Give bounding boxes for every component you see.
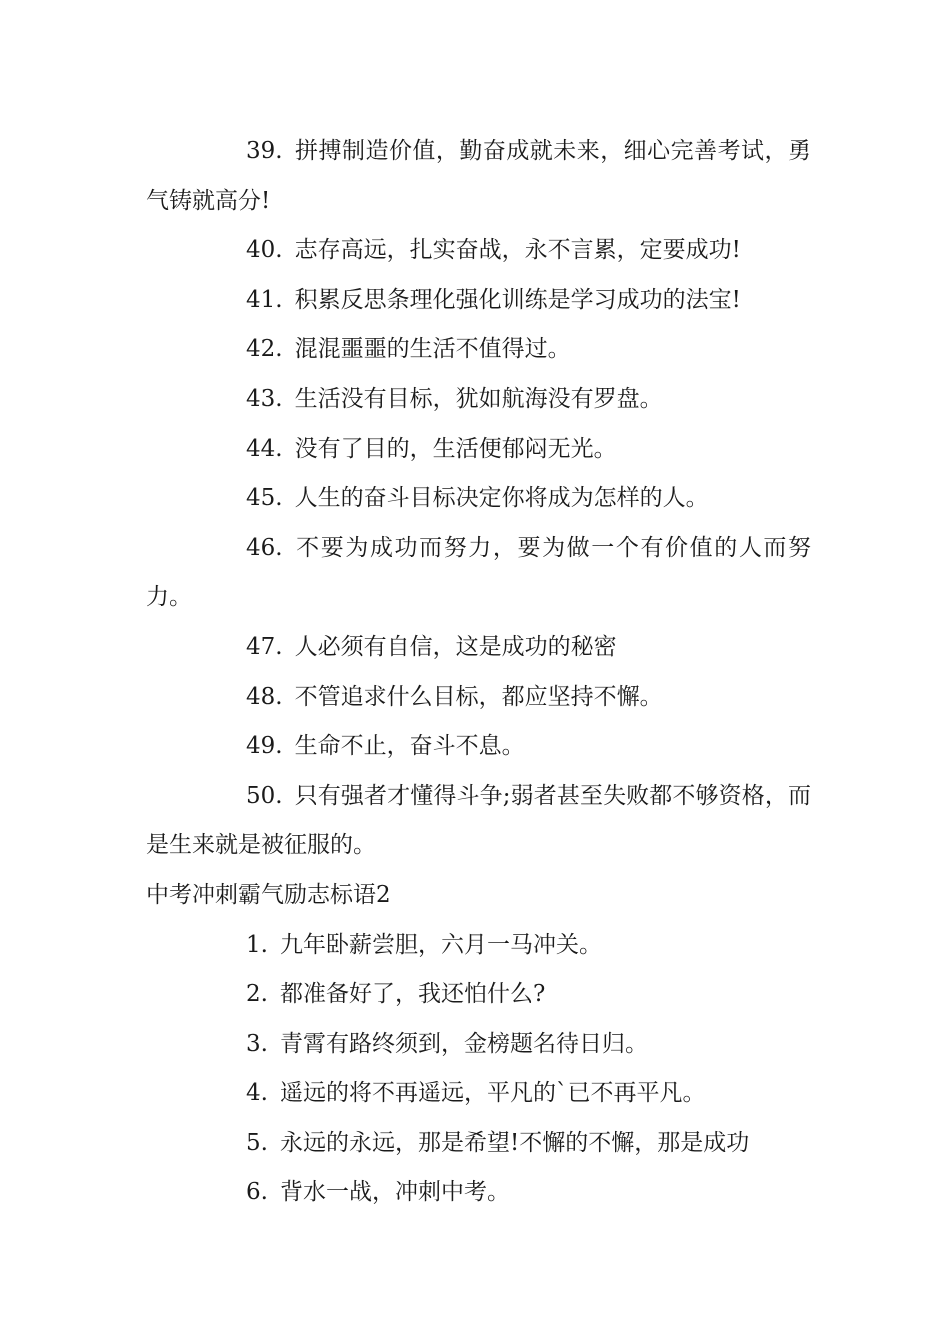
item-text: 积累反思条理化强化训练是学习成功的法宝!: [294, 286, 741, 313]
item-text: 混混噩噩的生活不值得过。: [294, 336, 571, 363]
item-number: 41.: [246, 286, 283, 313]
list-item: [146, 722, 811, 772]
item-number: 43.: [246, 385, 283, 412]
item-text: 都准备好了，我还怕什么?: [279, 981, 546, 1008]
list-item: [146, 127, 811, 226]
item-number: 48.: [246, 683, 283, 710]
item-number: 3.: [246, 1030, 268, 1057]
list-item: [146, 921, 811, 971]
item-text: 生活没有目标，犹如航海没有罗盘。: [294, 385, 663, 412]
item-number: 2.: [246, 981, 268, 1008]
list-item: [146, 623, 811, 673]
item-text: 只有强者才懂得斗争;弱者甚至失败都不够资格，而是生来就是被征服的。: [146, 782, 811, 859]
item-number: 1.: [246, 931, 268, 958]
item-number: 6.: [246, 1179, 268, 1206]
list-item: [146, 673, 811, 723]
section-heading: 中考冲刺霸气励志标语2: [146, 881, 391, 908]
item-number: 46.: [246, 534, 283, 561]
list-item: [146, 772, 811, 871]
list-item: [146, 325, 811, 375]
item-text: 志存高远，扎实奋战，永不言累，定要成功!: [294, 237, 741, 264]
item-text: 生命不止，奋斗不息。: [294, 733, 525, 760]
list-item: [146, 375, 811, 425]
item-number: 39.: [246, 138, 283, 164]
item-text: 九年卧薪尝胆，六月一马冲关。: [279, 931, 602, 958]
item-number: 40.: [246, 237, 283, 264]
item-text: 拼搏制造价值，勤奋成就未来，细心完善考试，勇气铸就高分!: [146, 138, 811, 214]
item-text: 不要为成功而努力，要为做一个有价值的人而努力。: [146, 534, 811, 611]
document-body: [146, 127, 811, 1218]
item-number: 4.: [246, 1080, 268, 1107]
item-number: 5.: [246, 1129, 268, 1156]
item-text: 永远的永远，那是希望!不懈的不懈，那是成功: [279, 1129, 750, 1156]
item-text: 没有了目的，生活便郁闷无光。: [294, 435, 617, 462]
item-number: 44.: [246, 435, 283, 462]
item-text: 不管追求什么目标，都应坚持不懈。: [294, 683, 663, 710]
item-number: 49.: [246, 733, 283, 760]
item-number: 42.: [246, 336, 283, 363]
item-number: 50.: [246, 782, 283, 809]
list-item: [146, 1069, 811, 1119]
list-item: [146, 226, 811, 276]
item-text: 背水一战，冲刺中考。: [279, 1179, 510, 1206]
item-text: 青霄有路终须到，金榜题名待日归。: [279, 1030, 648, 1057]
list-item: [146, 276, 811, 326]
list-item: [146, 524, 811, 623]
list-item: [146, 970, 811, 1020]
item-text: 人必须有自信，这是成功的秘密: [294, 633, 617, 660]
list-item: [146, 1168, 811, 1218]
list-item: [146, 1020, 811, 1070]
item-number: 45.: [246, 485, 283, 512]
list-item: [146, 425, 811, 475]
item-text: 遥远的将不再遥远，平凡的`已不再平凡。: [279, 1080, 706, 1107]
list-item: [146, 474, 811, 524]
item-number: 47.: [246, 633, 283, 660]
list-item: [146, 1119, 811, 1169]
item-text: 人生的奋斗目标决定你将成为怎样的人。: [294, 485, 709, 512]
